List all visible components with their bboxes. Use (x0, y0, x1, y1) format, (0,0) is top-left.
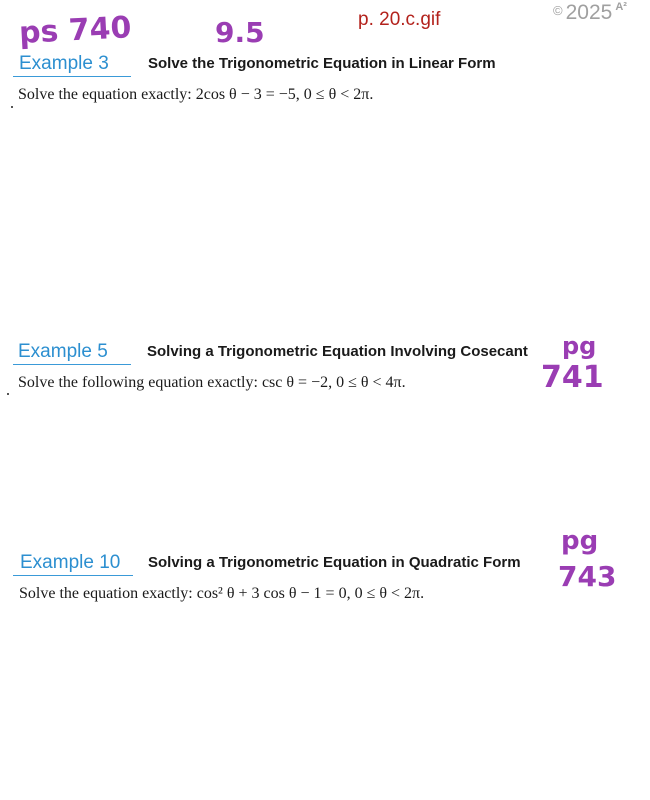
example-10-title: Solving a Trigonometric Equation in Quadratic Form (148, 554, 521, 571)
handwritten-section-note: 9.5 (215, 16, 265, 49)
example-10-rule (13, 575, 133, 576)
example-5-rule (13, 364, 131, 365)
copyright-mark: A² (615, 1, 627, 13)
handwritten-page-note: ps 740 (18, 10, 133, 52)
example-5-title: Solving a Trigonometric Equation Involving Cosecant (147, 343, 528, 360)
margin-dot (11, 106, 13, 108)
example-5-label: Example 5 (18, 341, 108, 362)
handwritten-page-note-743-line2: 743 (558, 560, 617, 593)
example-3-title: Solve the Trigonometric Equation in Linear Form (148, 55, 496, 72)
copyright-notice (553, 1, 627, 25)
copyright-year: 2025 (565, 1, 613, 24)
example-10-label: Example 10 (20, 552, 121, 573)
filename-label: p. 20.c.gif (358, 9, 441, 30)
handwritten-page-note-741-line1: pg (562, 332, 597, 360)
copyright-symbol: © (553, 3, 563, 18)
example-5-problem: Solve the following equation exactly: csc θ = −2, 0 ≤ θ < 4π. (18, 374, 406, 391)
example-3-label: Example 3 (19, 53, 109, 74)
handwritten-page-note-743-line1: pg (561, 526, 599, 556)
handwritten-page-note-741-line2: 741 (541, 360, 604, 395)
example-3-problem: Solve the equation exactly: 2cos θ − 3 = −5, 0 ≤ θ < 2π. (18, 86, 374, 103)
example-10-problem: Solve the equation exactly: cos² θ + 3 cos θ − 1 = 0, 0 ≤ θ < 2π. (19, 585, 425, 602)
margin-dot (7, 393, 9, 395)
example-3-rule (13, 76, 131, 77)
